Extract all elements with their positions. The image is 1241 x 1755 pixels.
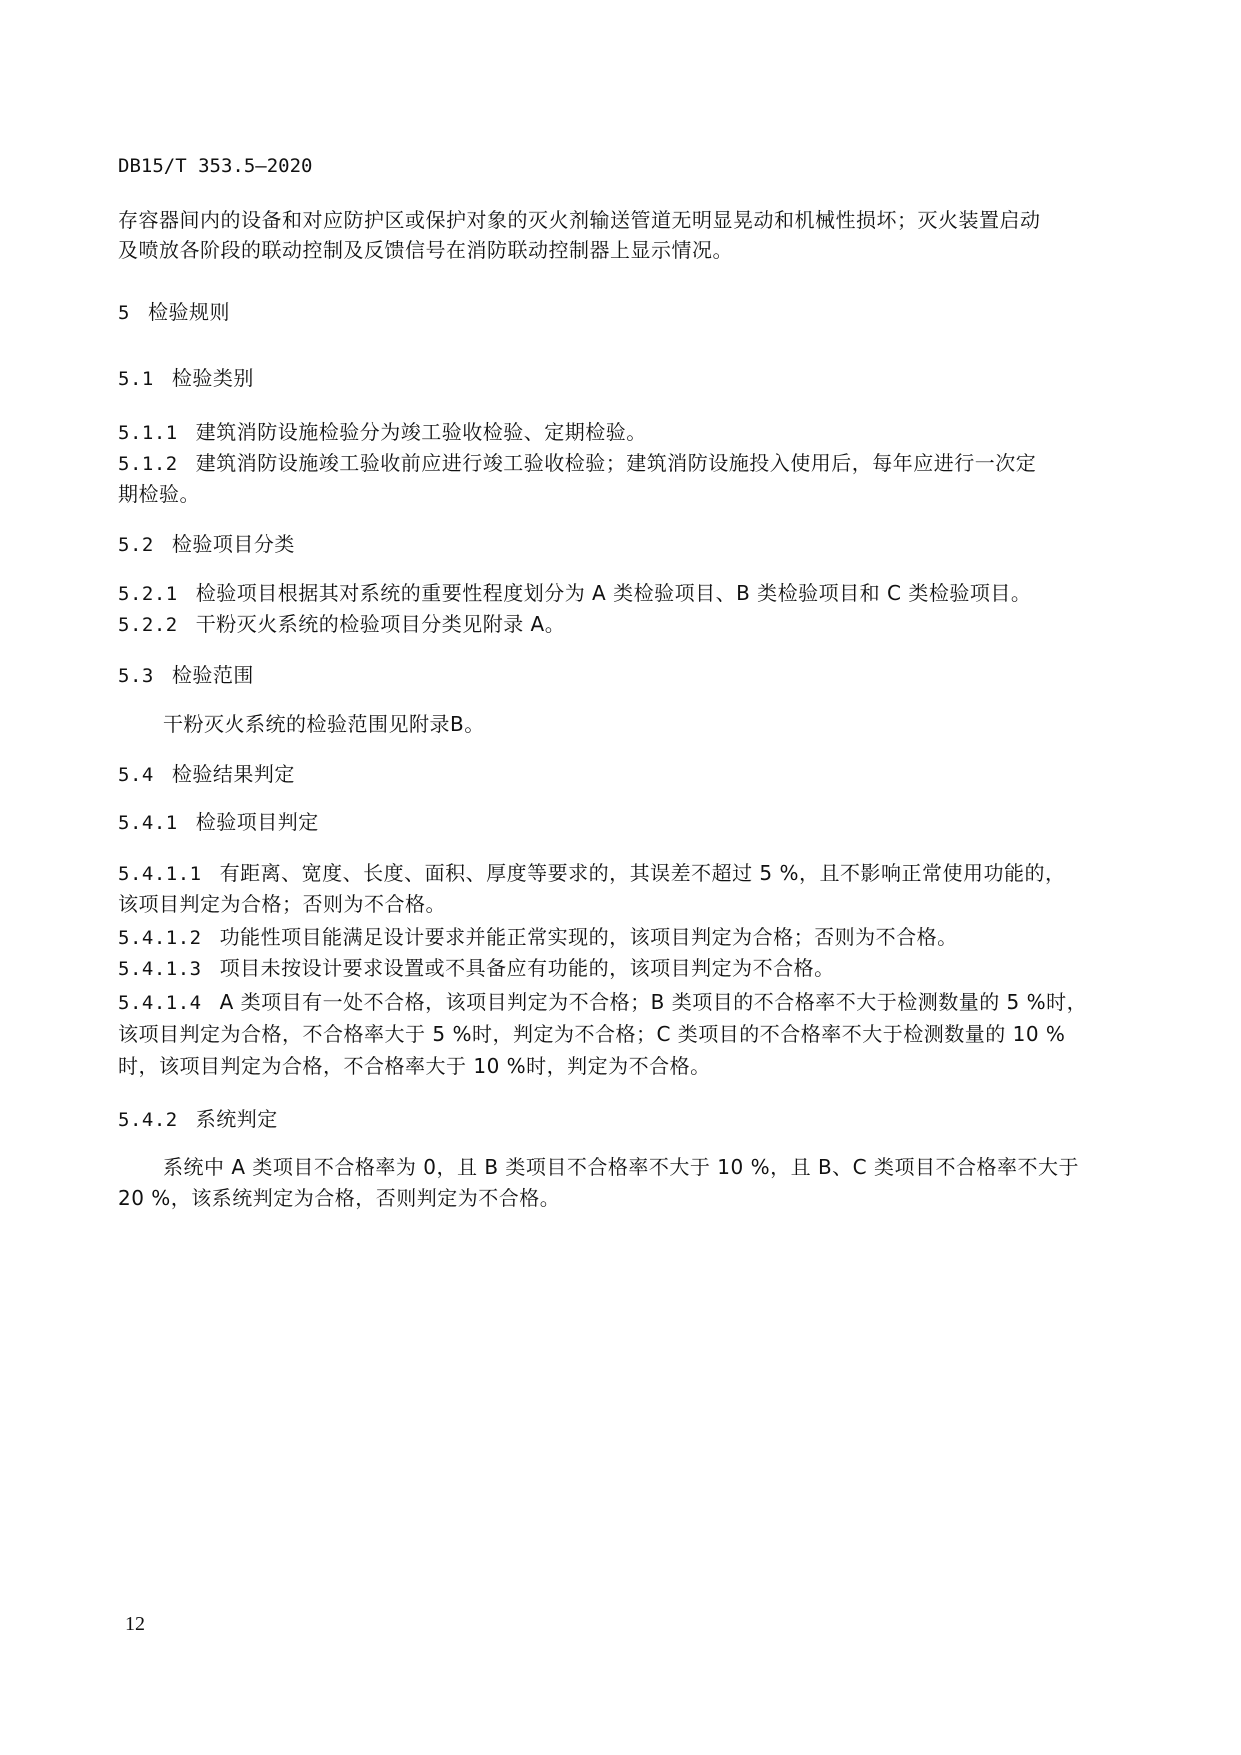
clause-5-4-1-3-text: 项目未按设计要求设置或不具备应有功能的，该项目判定为不合格。 (219, 956, 835, 980)
clause-5-4-1-4 (118, 988, 1087, 1017)
document-code-header: DB15/T 353.5—2020 (118, 155, 313, 177)
section-5-4-2-title: 系统判定 (195, 1107, 278, 1131)
clause-5-2-1-text: 检验项目根据其对系统的重要性程度划分为 A 类检验项目、B 类检验项目和 C 类检验项目。 (195, 581, 1032, 605)
section-5-4-heading (118, 760, 295, 789)
section-5-heading (118, 298, 230, 327)
section-5-1-title: 检验类别 (171, 366, 254, 390)
clause-5-1-2-text: 建筑消防设施竣工验收前应进行竣工验收检验；建筑消防设施投入使用后，每年应进行一次定 (195, 451, 1037, 475)
section-5-4-1-number: 5.4.1 (118, 812, 178, 834)
clause-5-2-2 (118, 610, 565, 639)
section-5-2-number: 5.2 (118, 534, 154, 556)
clause-5-1-2 (118, 449, 1036, 478)
clause-5-4-1-1-text: 有距离、宽度、长度、面积、厚度等要求的，其误差不超过 5 %，且不影响正常使用功能的， (219, 861, 1066, 885)
continuation-line-2: 及喷放各阶段的联动控制及反馈信号在消防联动控制器上显示情况。 (118, 238, 733, 262)
section-5-4-number: 5.4 (118, 764, 154, 786)
clause-5-4-1-4-continuation-2: 时，该项目判定为合格，不合格率大于 10 %时，判定为不合格。 (118, 1054, 711, 1078)
clause-5-4-1-4-text: A 类项目有一处不合格，该项目判定为不合格；B 类项目的不合格率不大于检测数量的 5 %时， (219, 990, 1088, 1014)
section-5-1-number: 5.1 (118, 368, 154, 390)
clause-5-4-1-2-number: 5.4.1.2 (118, 927, 202, 949)
clause-5-2-1 (118, 579, 1031, 608)
section-5-1-heading (118, 364, 254, 393)
clause-5-1-2-number: 5.1.2 (118, 453, 178, 475)
clause-5-2-2-text: 干粉灭火系统的检验项目分类见附录 A。 (195, 612, 566, 636)
section-5-4-2-number: 5.4.2 (118, 1109, 178, 1131)
clause-5-4-1-2-text: 功能性项目能满足设计要求并能正常实现的，该项目判定为合格；否则为不合格。 (219, 925, 958, 949)
clause-5-2-1-number: 5.2.1 (118, 583, 178, 605)
clause-5-4-1-2 (118, 923, 958, 952)
section-5-4-title: 检验结果判定 (171, 762, 295, 786)
page-number: 12 (125, 1613, 145, 1635)
clause-5-4-1-4-continuation-1: 该项目判定为合格，不合格率大于 5 %时，判定为不合格；C 类项目的不合格率不大于检测数量的 10 % (118, 1022, 1066, 1046)
section-5-3-number: 5.3 (118, 665, 154, 687)
section-5-4-2-text: 系统中 A 类项目不合格率为 0，且 B 类项目不合格率不大于 10 %，且 B、C 类项目不合格率不大于 (163, 1155, 1079, 1179)
clause-5-4-1-3 (118, 954, 835, 983)
section-5-number: 5 (118, 302, 130, 324)
clause-5-1-1-number: 5.1.1 (118, 422, 178, 444)
clause-5-2-2-number: 5.2.2 (118, 614, 178, 636)
clause-5-4-1-3-number: 5.4.1.3 (118, 958, 202, 980)
clause-5-4-1-4-number: 5.4.1.4 (118, 992, 202, 1014)
section-5-title: 检验规则 (147, 300, 230, 324)
clause-5-4-1-1 (118, 859, 1066, 888)
section-5-3-heading (118, 661, 254, 690)
clause-5-4-1-1-continuation: 该项目判定为合格；否则为不合格。 (118, 892, 446, 916)
section-5-3-text: 干粉灭火系统的检验范围见附录B。 (163, 712, 485, 736)
section-5-4-1-heading (118, 808, 319, 837)
section-5-2-title: 检验项目分类 (171, 532, 295, 556)
section-5-3-title: 检验范围 (171, 663, 254, 687)
section-5-2-heading (118, 530, 295, 559)
continuation-line-1: 存容器间内的设备和对应防护区或保护对象的灭火剂输送管道无明显晃动和机械性损坏；灭火装置启动 (118, 208, 1041, 232)
clause-5-1-2-continuation: 期检验。 (118, 482, 200, 506)
section-5-4-2-continuation: 20 %，该系统判定为合格，否则判定为不合格。 (118, 1186, 561, 1210)
clause-5-1-1-text: 建筑消防设施检验分为竣工验收检验、定期检验。 (195, 420, 647, 444)
section-5-4-1-title: 检验项目判定 (195, 810, 319, 834)
clause-5-4-1-1-number: 5.4.1.1 (118, 863, 202, 885)
section-5-4-2-heading (118, 1105, 278, 1134)
clause-5-1-1 (118, 418, 647, 447)
